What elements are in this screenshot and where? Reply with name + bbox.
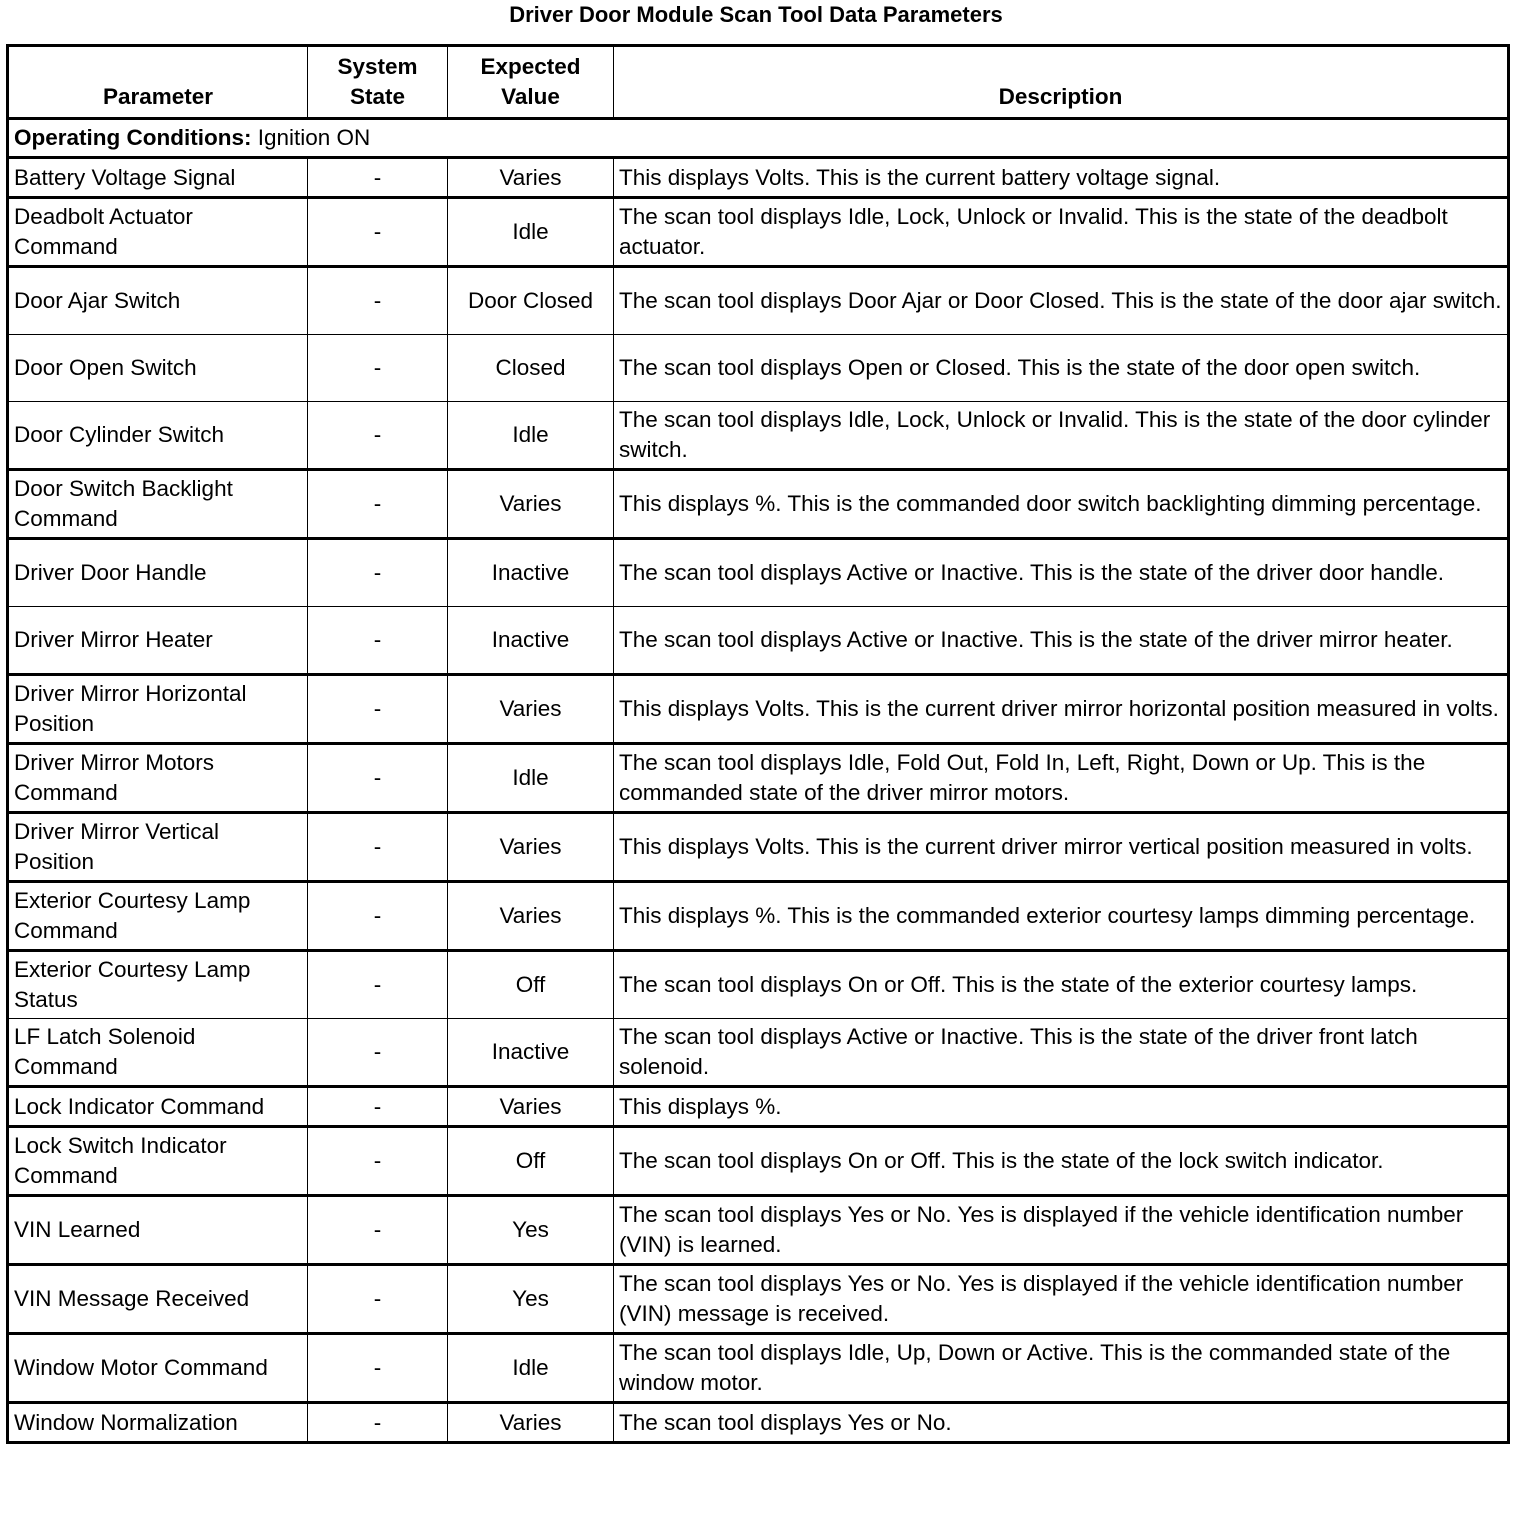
header-description: Description — [614, 46, 1509, 119]
table-row — [8, 1265, 1509, 1334]
expected-value-cell: Varies — [448, 158, 614, 198]
header-expected-value: Expected Value — [448, 46, 614, 119]
expected-value-cell: Inactive — [448, 607, 614, 675]
parameter-cell: Lock Indicator Command — [8, 1087, 308, 1127]
system-state-cell: - — [308, 675, 448, 744]
parameter-cell: Exterior Courtesy Lamp Command — [8, 882, 308, 951]
expected-value-cell: Varies — [448, 675, 614, 744]
table-row — [8, 1196, 1509, 1265]
description-cell: This displays %. This is the commanded door switch backlighting dimming percentage. — [614, 470, 1509, 539]
table-row — [8, 198, 1509, 267]
expected-value-cell: Yes — [448, 1196, 614, 1265]
description-cell: The scan tool displays Idle, Fold Out, Fold In, Left, Right, Down or Up. This is the commanded state of the driver mirror motors. — [614, 744, 1509, 813]
system-state-cell: - — [308, 1127, 448, 1196]
header-system-state: System State — [308, 46, 448, 119]
table-row — [8, 402, 1509, 470]
operating-conditions-label: Operating Conditions: — [14, 125, 252, 150]
operating-conditions-value: Ignition ON — [251, 125, 371, 150]
parameter-cell: Window Motor Command — [8, 1334, 308, 1403]
expected-value-cell: Closed — [448, 335, 614, 402]
system-state-cell: - — [308, 951, 448, 1019]
parameter-cell: Driver Mirror Motors Command — [8, 744, 308, 813]
table-row — [8, 675, 1509, 744]
table-row — [8, 158, 1509, 198]
expected-value-cell: Varies — [448, 470, 614, 539]
description-cell: The scan tool displays Idle, Lock, Unlock or Invalid. This is the state of the door cylinder switch. — [614, 402, 1509, 470]
system-state-cell: - — [308, 539, 448, 607]
system-state-cell: - — [308, 1019, 448, 1087]
table-row — [8, 335, 1509, 402]
system-state-cell: - — [308, 607, 448, 675]
table-row — [8, 744, 1509, 813]
expected-value-cell: Varies — [448, 882, 614, 951]
table-row — [8, 1334, 1509, 1403]
expected-value-cell: Varies — [448, 1403, 614, 1443]
system-state-cell: - — [308, 1334, 448, 1403]
description-cell: The scan tool displays Yes or No. — [614, 1403, 1509, 1443]
system-state-cell: - — [308, 744, 448, 813]
table-header-row — [8, 46, 1509, 119]
expected-value-cell: Off — [448, 951, 614, 1019]
expected-value-cell: Inactive — [448, 539, 614, 607]
description-cell: The scan tool displays On or Off. This is the state of the lock switch indicator. — [614, 1127, 1509, 1196]
description-cell: The scan tool displays Open or Closed. This is the state of the door open switch. — [614, 335, 1509, 402]
description-cell: This displays %. — [614, 1087, 1509, 1127]
system-state-cell: - — [308, 198, 448, 267]
expected-value-cell: Yes — [448, 1265, 614, 1334]
parameter-cell: Window Normalization — [8, 1403, 308, 1443]
system-state-cell: - — [308, 1087, 448, 1127]
parameter-cell: Deadbolt Actuator Command — [8, 198, 308, 267]
description-cell: The scan tool displays On or Off. This is the state of the exterior courtesy lamps. — [614, 951, 1509, 1019]
parameter-cell: Driver Mirror Horizontal Position — [8, 675, 308, 744]
system-state-cell: - — [308, 470, 448, 539]
parameter-cell: Door Cylinder Switch — [8, 402, 308, 470]
parameter-cell: Battery Voltage Signal — [8, 158, 308, 198]
operating-conditions-cell — [8, 119, 1509, 158]
parameter-cell: Lock Switch Indicator Command — [8, 1127, 308, 1196]
system-state-cell: - — [308, 1265, 448, 1334]
expected-value-cell: Idle — [448, 198, 614, 267]
parameter-cell: Driver Mirror Heater — [8, 607, 308, 675]
table-row — [8, 951, 1509, 1019]
expected-value-cell: Off — [448, 1127, 614, 1196]
system-state-cell: - — [308, 1196, 448, 1265]
table-row — [8, 267, 1509, 335]
table-row — [8, 1087, 1509, 1127]
table-row — [8, 1019, 1509, 1087]
table-row — [8, 1403, 1509, 1443]
system-state-cell: - — [308, 335, 448, 402]
description-cell: This displays Volts. This is the current battery voltage signal. — [614, 158, 1509, 198]
parameter-cell: Door Ajar Switch — [8, 267, 308, 335]
header-parameter: Parameter — [8, 46, 308, 119]
expected-value-cell: Varies — [448, 813, 614, 882]
parameter-cell: Driver Mirror Vertical Position — [8, 813, 308, 882]
system-state-cell: - — [308, 267, 448, 335]
parameter-cell: Door Open Switch — [8, 335, 308, 402]
description-cell: This displays %. This is the commanded exterior courtesy lamps dimming percentage. — [614, 882, 1509, 951]
description-cell: The scan tool displays Active or Inactive. This is the state of the driver front latch solenoid. — [614, 1019, 1509, 1087]
expected-value-cell: Door Closed — [448, 267, 614, 335]
expected-value-cell: Inactive — [448, 1019, 614, 1087]
description-cell: The scan tool displays Idle, Up, Down or Active. This is the commanded state of the window motor. — [614, 1334, 1509, 1403]
expected-value-cell: Idle — [448, 402, 614, 470]
table-row — [8, 539, 1509, 607]
expected-value-cell: Idle — [448, 744, 614, 813]
description-cell: The scan tool displays Door Ajar or Door Closed. This is the state of the door ajar switch. — [614, 267, 1509, 335]
expected-value-cell: Idle — [448, 1334, 614, 1403]
parameter-cell: Door Switch Backlight Command — [8, 470, 308, 539]
system-state-cell: - — [308, 402, 448, 470]
table-row — [8, 470, 1509, 539]
description-cell: The scan tool displays Idle, Lock, Unlock or Invalid. This is the state of the deadbolt actuator. — [614, 198, 1509, 267]
table-row — [8, 607, 1509, 675]
system-state-cell: - — [308, 1403, 448, 1443]
system-state-cell: - — [308, 813, 448, 882]
system-state-cell: - — [308, 158, 448, 198]
table-row — [8, 1127, 1509, 1196]
description-cell: The scan tool displays Yes or No. Yes is displayed if the vehicle identification number (VIN) message is received. — [614, 1265, 1509, 1334]
scan-tool-data-table — [6, 44, 1510, 1444]
table-row — [8, 882, 1509, 951]
parameter-cell: Exterior Courtesy Lamp Status — [8, 951, 308, 1019]
description-cell: The scan tool displays Active or Inactive. This is the state of the driver mirror heater. — [614, 607, 1509, 675]
description-cell: The scan tool displays Yes or No. Yes is displayed if the vehicle identification number (VIN) is learned. — [614, 1196, 1509, 1265]
operating-conditions-row — [8, 119, 1509, 158]
system-state-cell: - — [308, 882, 448, 951]
table-row — [8, 813, 1509, 882]
page-title: Driver Door Module Scan Tool Data Parameters — [509, 2, 1003, 27]
parameter-cell: VIN Message Received — [8, 1265, 308, 1334]
description-cell: This displays Volts. This is the current driver mirror horizontal position measured in volts. — [614, 675, 1509, 744]
expected-value-cell: Varies — [448, 1087, 614, 1127]
description-cell: The scan tool displays Active or Inactive. This is the state of the driver door handle. — [614, 539, 1509, 607]
description-cell: This displays Volts. This is the current driver mirror vertical position measured in volts. — [614, 813, 1509, 882]
parameter-cell: LF Latch Solenoid Command — [8, 1019, 308, 1087]
parameter-cell: VIN Learned — [8, 1196, 308, 1265]
parameter-cell: Driver Door Handle — [8, 539, 308, 607]
